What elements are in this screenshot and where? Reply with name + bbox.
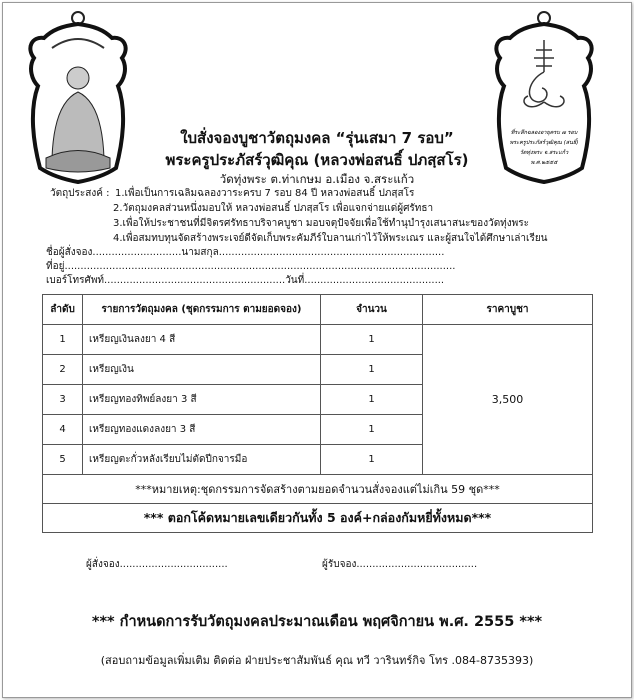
row-item: เหรียญเงินลงยา 4 สี: [83, 325, 321, 355]
name-field[interactable]: ชื่อผู้สั่งจอง............................นามสกุล.......................................................................: [46, 247, 445, 258]
order-table: [42, 294, 593, 533]
receiver-signature[interactable]: ผู้รับจอง......................................: [322, 559, 478, 570]
row-qty: 1: [321, 325, 423, 355]
address-field[interactable]: ที่อยู่...........................................................................................................................: [46, 261, 456, 272]
row-no: 5: [43, 445, 83, 475]
medallion-text-3: วัดทุ่งพระ จ.สระแก้ว: [519, 150, 569, 156]
table-note: ***หมายเหตุ:ชุดกรรมการจัดสร้างตามยอดจำนวนสั่งจองแต่ไม่เกิน 59 ชุด***: [43, 475, 593, 504]
row-no: 2: [43, 355, 83, 385]
objective-item: 4.เพื่อสมทบทุนจัดสร้างพระเจย์ดีจัดเก็บพระคัมภีร์ใบลานเก่าไว้ให้พระเณร และผู้สนใจได้ศึกษาเล่าเรียน: [113, 233, 548, 244]
temple-location: วัดทุ่งพระ ต.ท่าเกษม อ.เมือง จ.สระแก้ว: [219, 172, 415, 186]
phone-date-field[interactable]: เบอร์โทรศัพท์.........................................................วันที่............................................: [46, 275, 445, 286]
medallion-text-1: ที่ระลึกฉลองอายุครบ ๗ รอบ: [510, 130, 578, 136]
header-no: ลำดับ: [43, 295, 83, 325]
objective-item: 3.เพื่อให้ประชาชนที่มีจิตรศรัทธาบริจาคบูชา มอบจตุปัจจัยเพื่อใช้ทำนุบำรุงเสนาสนะของวัดทุ่งพระ: [113, 218, 529, 229]
header-item: รายการวัตถุมงคล (ชุดกรรมการ ตามยอดจอง): [83, 295, 321, 325]
page-title: ใบสั่งจองบูชาวัตถุมงคล “รุ่นเสมา 7 รอบ”: [180, 129, 454, 147]
row-qty: 1: [321, 385, 423, 415]
row-item: เหรียญทองแดงลงยา 3 สี: [83, 415, 321, 445]
header-qty: จำนวน: [321, 295, 423, 325]
row-no: 1: [43, 325, 83, 355]
row-no: 4: [43, 415, 83, 445]
header-price: ราคาบูชา: [423, 295, 593, 325]
pickup-deadline: *** กำหนดการรับวัตถุมงคลประมาณเดือน พฤศจิกายน พ.ศ. 2555 ***: [91, 614, 543, 630]
row-qty: 1: [321, 355, 423, 385]
objective-item: 1.เพื่อเป็นการเฉลิมฉลองวาระครบ 7 รอบ 84 ปี หลวงพ่อสนธิ์ ปภสฺสโร: [115, 188, 415, 199]
row-item: เหรียญเงิน: [83, 355, 321, 385]
table-header-row: [43, 295, 593, 325]
table-highlight: *** ตอกโค้ดหมายเลขเดียวกันทั้ง 5 องค์+กล่องกัมหยี่ทั้งหมด***: [43, 504, 593, 533]
orderer-signature[interactable]: ผู้สั่งจอง..................................: [86, 559, 228, 570]
price-cell: 3,500: [423, 325, 593, 475]
medallion-text-4: พ.ศ.๒๕๕๕: [530, 160, 558, 166]
objectives-label: วัตถุประสงค์ :: [50, 188, 110, 199]
contact-info: (สอบถามข้อมูลเพิ่มเติม ติดต่อ ฝ่ายประชาสัมพันธ์ คุณ ทวี วารินทร์กิจ โทร .084-8735393): [100, 654, 534, 667]
page-subtitle: พระครูประภัสร์วุฒิคุณ (หลวงพ่อสนธิ์ ปภสฺสโร): [165, 151, 469, 169]
row-qty: 1: [321, 415, 423, 445]
objective-item: 2.วัตถุมงคลส่วนหนึ่งมอบให้ หลวงพ่อสนธิ์ ปภสฺสโร เพื่อแจกจ่ายแด่ผู้ศรัทธา: [113, 203, 434, 214]
row-item: เหรียญทองทิพย์ลงยา 3 สี: [83, 385, 321, 415]
row-item: เหรียญตะกั่วหลังเรียบไม่ตัดปีกจารมือ: [83, 445, 321, 475]
medallion-text-2: พระครูประภัสร์วุฒิคุณ (สนธิ์): [509, 140, 579, 146]
table-row: [43, 325, 593, 355]
row-qty: 1: [321, 445, 423, 475]
row-no: 3: [43, 385, 83, 415]
